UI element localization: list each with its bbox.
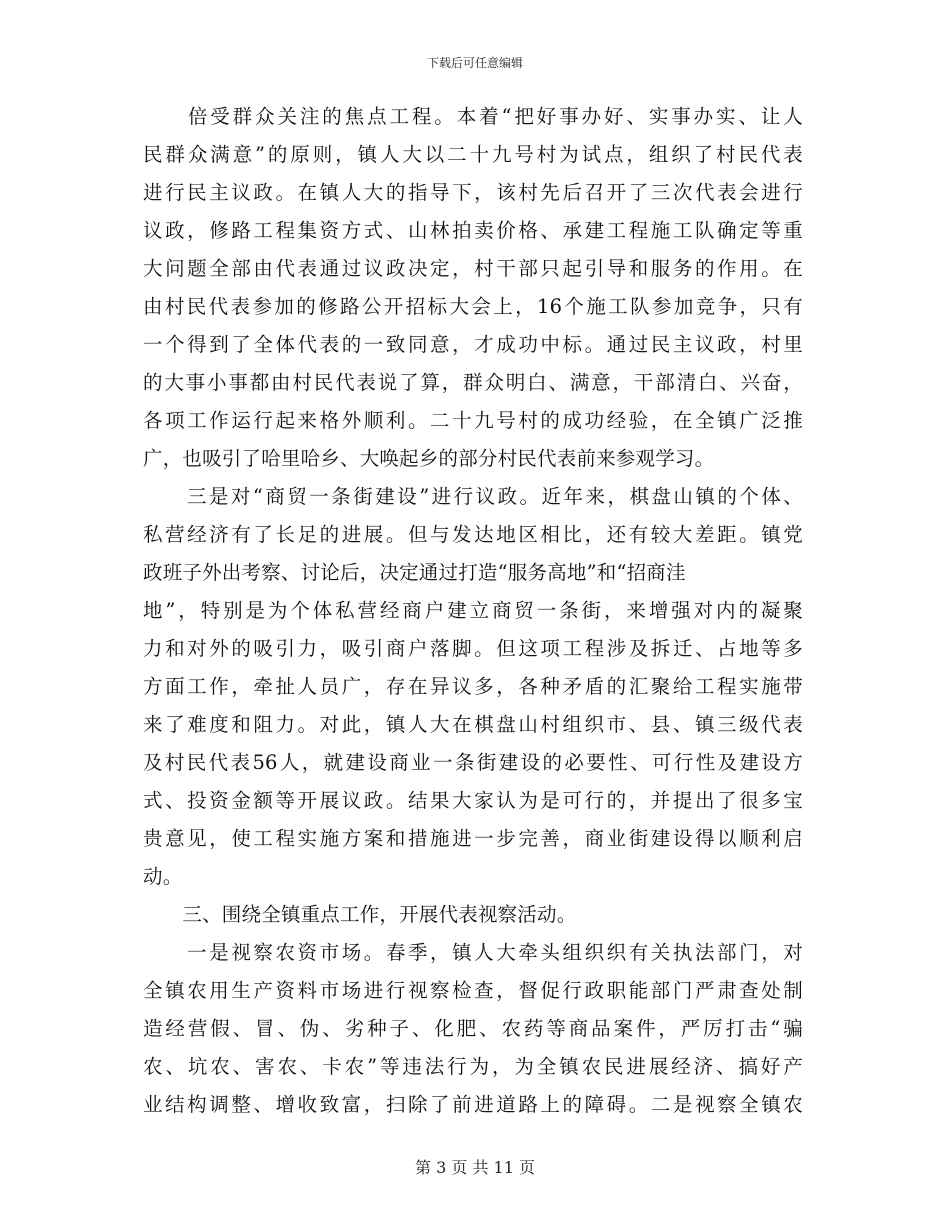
text-line: 三、围绕全镇重点工作，开展代表视察活动。 (143, 903, 577, 926)
text-line: 一是视察农资市场。春季，镇人大牵头组织织有关执法部门，对 (143, 941, 803, 964)
text-line: 广，也吸引了哈里哈乡、大唤起乡的部分村民代表前来参观学习。 (143, 447, 715, 470)
page-number: 第 3 页 共 11 页 (415, 1158, 535, 1177)
text-line: 三是对“商贸一条街建设”进行议政。近年来，棋盘山镇的个体、 (143, 485, 803, 508)
text-line: 的大事小事都由村民代表说了算，群众明白、满意，干部清白、兴奋， (143, 371, 803, 394)
text-line: 式、投资金额等开展议政。结果大家认为是可行的，并提出了很多宝 (143, 789, 803, 812)
text-line: 进行民主议政。在镇人大的指导下，该村先后召开了三次代表会进行 (143, 181, 803, 204)
text-line: 农、坑农、害农、卡农”等违法行为，为全镇农民进展经济、搞好产 (143, 1055, 803, 1078)
text-line: 私营经济有了长足的进展。但与发达地区相比，还有较大差距。镇党 (143, 523, 803, 546)
text-line: 力和对外的吸引力，吸引商户落脚。但这项工程涉及拆迁、占地等多 (143, 637, 803, 660)
text-line: 业结构调整、增收致富，扫除了前进道路上的障碍。二是视察全镇农 (143, 1093, 803, 1116)
text-line: 来了难度和阻力。对此，镇人大在棋盘山村组织市、县、镇三级代表 (143, 713, 803, 736)
text-line: 各项工作运行起来格外顺利。二十九号村的成功经验，在全镇广泛推 (143, 409, 803, 432)
text-line: 由村民代表参加的修路公开招标大会上，16个施工队参加竞争，只有 (143, 295, 803, 318)
text-line: 政班子外出考察、讨论后，决定通过打造“服务高地”和“招商洼 (143, 561, 686, 584)
text-line: 贵意见，使工程实施方案和措施进一步完善，商业街建设得以顺利启 (143, 827, 803, 850)
text-line: 动。 (143, 865, 183, 888)
page-header: 下载后可任意编辑 (426, 56, 523, 70)
text-line: 地”，特别是为个体私营经商户建立商贸一条街，来增强对内的凝聚 (143, 599, 803, 622)
text-line: 民群众满意”的原则，镇人大以二十九号村为试点，组织了村民代表 (143, 143, 803, 166)
text-line: 大问题全部由代表通过议政决定，村干部只起引导和服务的作用。在 (143, 257, 803, 280)
text-line: 造经营假、冒、伪、劣种子、化肥、农药等商品案件，严厉打击“骗 (143, 1017, 803, 1040)
body-text (143, 98, 803, 1124)
text-line: 倍受群众关注的焦点工程。本着“把好事办好、实事办实、让人 (143, 105, 803, 128)
text-line: 全镇农用生产资料市场进行视察检查，督促行政职能部门严肃查处制 (143, 979, 803, 1002)
text-line: 一个得到了全体代表的一致同意，才成功中标。通过民主议政，村里 (143, 333, 803, 356)
text-line: 方面工作，牵扯人员广，存在异议多，各种矛盾的汇聚给工程实施带 (143, 675, 803, 698)
text-line: 议政，修路工程集资方式、山林拍卖价格、承建工程施工队确定等重 (143, 219, 803, 242)
text-line: 及村民代表56人，就建设商业一条街建设的必要性、可行性及建设方 (143, 751, 803, 774)
